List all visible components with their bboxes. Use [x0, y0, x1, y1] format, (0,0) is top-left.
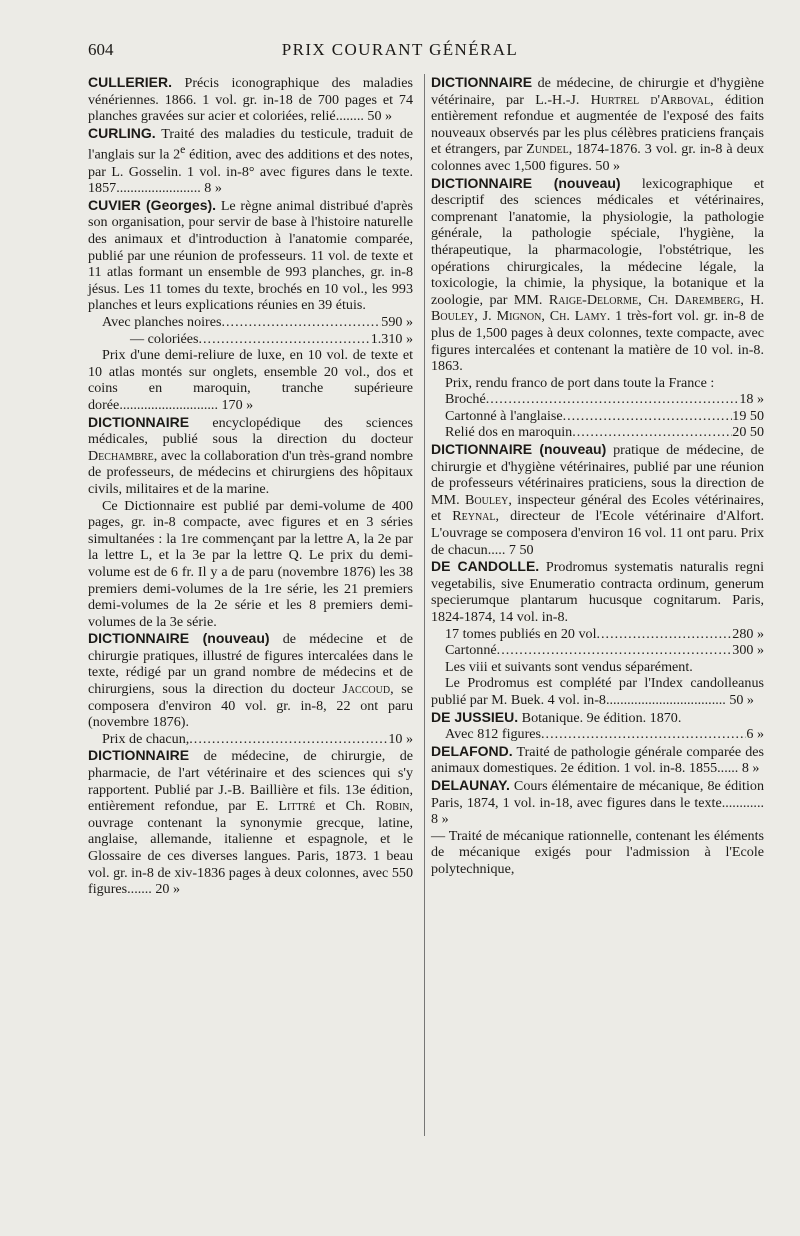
entry-price: 7 50: [508, 541, 534, 558]
entry-price: 50 »: [367, 108, 393, 125]
price-row: [88, 331, 413, 348]
price-row: [88, 314, 413, 331]
row-price: 1.310 »: [370, 330, 413, 347]
author-names: Raige-Delorme, Ch. Daremberg, H. Bouley, J. Mignon, Ch. Lamy: [431, 291, 764, 325]
price-row: [88, 731, 413, 748]
superscript: e: [180, 143, 186, 157]
author-name: Dechambre: [88, 447, 154, 464]
entry-price: 170 »: [221, 396, 254, 413]
row-price: 18 »: [739, 391, 764, 408]
entry-headword: DICTIONNAIRE: [88, 413, 190, 430]
entry-headword: DICTIONNAIRE (nouveau): [431, 441, 607, 458]
row-label: Relié dos en maroquin: [445, 424, 573, 441]
row-price: 6 »: [746, 726, 764, 743]
left-column: [88, 74, 413, 898]
row-label: Avec planches noires: [102, 314, 222, 330]
entry-price: 8 »: [204, 180, 222, 197]
price-row: [431, 726, 764, 743]
row-label: — coloriées: [130, 330, 199, 347]
column-divider: [424, 74, 425, 1136]
entry-paragraph: Le Prodromus est complété par l'Index candolleanus publié par M. Buek. 4 vol. in-8.................................. 50 »: [431, 675, 764, 708]
entry-text: Le règne animal distribué d'après son organisation, pour servir de base à l'histoire naturelle des animaux et d'introduction à l'anatomie comparée, publié par une réunion de professeurs. 11 vol. de texte et 11 atlas formant un ensemble de 993 planches, gr. in-8 jésus. Les 11 tomes du texte, brochés en 10 vol., les 993 planches et leurs explications réunies en 39 étuis.: [88, 197, 413, 314]
entry-headword: DE JUSSIEU.: [431, 708, 519, 725]
entry-headword: DELAFOND.: [431, 742, 513, 759]
price-row: [431, 391, 764, 408]
row-label: Cartonné à l'anglaise: [445, 407, 563, 424]
entry-headword: CUVIER (Georges).: [88, 196, 217, 213]
page-number: 604: [88, 40, 114, 59]
entry-headword: DE CANDOLLE.: [431, 558, 540, 575]
entry-paragraph: Les viii et suivants sont vendus séparément.: [445, 658, 693, 675]
author-name: Hurtrel d'Arboval: [590, 91, 711, 108]
price-row: [431, 642, 764, 659]
entry-price: 8 »: [431, 811, 449, 828]
row-label: Prix de chacun,: [102, 730, 190, 747]
entry-headword: CULLERIER.: [88, 74, 172, 90]
entry-cuvier: [88, 197, 413, 414]
author-name: Zundel: [526, 141, 569, 158]
entry-de-candolle: DE CANDOLLE. Prodromus systematis naturalis regni vegetabilis, sive Enumeratio contracta ordinum, generum specierumque plantarum hucusque cognitarum. Paris, 1824-1874, 14 vol. in-8. 17 tomes publiés en 20 vol ..... 280 » Cartonné ..... 300 » Les viii et suivants sont vendus séparément. Le Prodromus est complété par l'Index candolleanus publié par M. Buek. 4 vol. in-8.................................. 50 »: [431, 558, 764, 708]
entry-paragraph: Prix, rendu franco de port dans toute la France :: [445, 374, 715, 391]
entry-headword: DICTIONNAIRE: [431, 74, 533, 90]
row-label: Broché: [445, 391, 486, 408]
entry-de-jussieu: DE JUSSIEU. Botanique. 9e édition. 1870. Avec 812 figures ..... 6 »: [431, 709, 764, 743]
row-price: 10 »: [388, 730, 413, 747]
entry-headword: DICTIONNAIRE (nouveau): [431, 174, 621, 191]
entry-cullerier: CULLERIER. Précis iconographique des maladies vénériennes. 1866. 1 vol. gr. in-18 de 700 pages et 74 planches gravées sur acier et coloriées, relié........ 50 »: [88, 74, 413, 125]
entry-text: Précis iconographique des maladies vénériennes. 1866. 1 vol. gr. in-18 de 700 pages et 74 planches gravées sur acier et coloriées, relié: [88, 75, 413, 125]
row-label: Cartonné: [445, 642, 497, 659]
row-price: 300 »: [732, 642, 764, 659]
entry-delaunay: DELAUNAY. Cours élémentaire de mécanique, 8e édition Paris, 1874, 1 vol. in-18, avec figures dans le texte............ 8 » — Traité de mécanique rationnelle, contenant les éléments de mécanique exigés pour l'admission à l'Ecole polytechnique,: [431, 776, 764, 877]
row-label: Avec 812 figures: [445, 726, 542, 743]
author-name: Bouley: [465, 491, 509, 508]
entry-price: 8 »: [741, 760, 760, 777]
entry-headword: CURLING.: [88, 124, 156, 141]
row-price: 590 »: [381, 314, 413, 330]
author-name: Jaccoud: [342, 681, 391, 698]
price-row: [431, 424, 764, 441]
entry-dictionnaire-medecine-littre: DICTIONNAIRE de médecine, de chirurgie, de pharmacie, de l'art vétérinaire et des sciences qui s'y rapportent. Publié par J.-B. Baillière et fils. 13e édition, entièrement refondue, par E. Littré et Ch. Robin, ouvrage contenant la synonymie grecque, latine, anglaise, allemande, italienne et espagnole, et le Glossaire de ces diverses langues. Paris, 1873. 1 beau vol. gr. in-8 de xiv-1836 pages à deux colonnes, avec 550 figures....... 20 »: [88, 747, 413, 898]
right-column: [431, 74, 764, 878]
entry-headword: DELAUNAY.: [431, 776, 510, 793]
entry-price: 20 »: [155, 881, 180, 898]
row-price: 19 50: [732, 407, 764, 424]
entry-dictionnaire-pratique: DICTIONNAIRE (nouveau) pratique de médecine, de chirurgie et d'hygiène vétérinaires, publié par une réunion de professeurs vétérinaires praticiens, sous la direction de MM. Bouley, inspecteur général des Ecoles vétérinaires, et Reynal, directeur de l'Ecole vétérinaire d'Alfort. L'ouvrage se composera d'environ 16 vol. 11 ont paru. Prix de chacun..... 7 50: [431, 441, 764, 558]
entry-text: Traité des maladies du testicule, traduit de l'anglais sur la 2: [88, 125, 413, 164]
entry-paragraph: — Traité de mécanique rationnelle, contenant les éléments de mécanique exigés pour l'admission à l'Ecole polytechnique,: [431, 827, 764, 877]
entry-headword: DICTIONNAIRE: [88, 747, 190, 764]
entry-delafond: DELAFOND. Traité de pathologie générale comparée des animaux domestiques. 2e édition. 1 vol. in-8. 1855...... 8 »: [431, 742, 764, 777]
author-name: Littré: [278, 798, 316, 815]
entry-price: 50 »: [729, 691, 754, 708]
price-row: [431, 408, 764, 425]
row-label: 17 tomes publiés en 20 vol: [445, 625, 597, 642]
entry-dictionnaire-nouveau-jaccoud: DICTIONNAIRE (nouveau) de médecine et de chirurgie pratiques, illustré de figures intercalées dans le texte, rédigé par un grand nombre de médecins et de chirurgiens, sous la direction du docteur Jaccoud, se composera d'environ 40 vol. gr. in-8, 22 ont paru (novembre 1876). Prix de chacun, ..... 10 »: [88, 630, 413, 747]
entry-paragraph: Prix d'une demi-reliure de luxe, en 10 vol. de texte et 10 atlas montés sur onglets, ensemble 20 vol., dos et coins en maroquin, tranche supérieure dorée............................ 170 »: [88, 347, 413, 413]
running-title: PRIX COURANT GÉNÉRAL: [281, 40, 519, 59]
author-name: Robin: [375, 798, 410, 815]
entry-price: 50 »: [595, 157, 621, 174]
entry-dictionnaire-encyclopedique: DICTIONNAIRE encyclopédique des sciences médicales, publié sous la direction du docteur Dechambre, avec la collaboration d'un très-grand nombre de professeurs, de médecins et chirurgiens des hôpitaux civils, militaires et de la marine. Ce Dictionnaire est publié par demi-volume de 400 pages, gr. in-8 compacte, avec figures et en 3 séries simultanées : la 1re commençant par la lettre A, la 2e par la lettre L, et la 3e par la lettre Q. Le prix du demi-volume est de 6 fr. Il y a de paru (novembre 1876) les 38 premiers demi-volumes de la 1re série, les 21 premiers demi-volumes de la 2e série et les 8 premiers demi-volumes de la 3e série.: [88, 413, 413, 630]
entry-text: édition, avec des additions et des notes, par L. Gosselin. 1 vol. in-8° avec figures dans le texte. 1857: [88, 147, 413, 197]
row-price: 20 50: [732, 424, 764, 441]
entry-curling: CURLING. Traité des maladies du testicule, traduit de l'anglais sur la 2e édition, avec des additions et des notes, par L. Gosselin. 1 vol. in-8° avec figures dans le texte. 1857........................ 8 »: [88, 124, 413, 197]
entry-paragraph: Ce Dictionnaire est publié par demi-volume de 400 pages, gr. in-8 compacte, avec figures et en 3 séries simultanées : la 1re commençant par la lettre A, la 2e par la lettre L, et la 3e par la lettre Q. Le prix du demi-volume est de 6 fr. Il y a de paru (novembre 1876) les 38 premiers demi-volumes de la 1re série, les 21 premiers demi-volumes de la 2e série et les 8 premiers demi-volumes de la 3e série.: [88, 497, 413, 630]
entry-headword: DICTIONNAIRE (nouveau): [88, 630, 270, 647]
entry-dictionnaire-veterinaire: DICTIONNAIRE de médecine, de chirurgie et d'hygiène vétérinaire, par L.-H.-J. Hurtrel d'Arboval, édition entièrement refondue et augmentée de l'exposé des faits nouveaux observés par les plus célèbres praticiens français et étrangers, par Zundel, 1874-1876. 3 vol. gr. in-8 à deux colonnes avec 1,500 figures. 50 »: [431, 74, 764, 174]
entry-dictionnaire-lexicographique: DICTIONNAIRE (nouveau) lexicographique et descriptif des sciences médicales et vétérinaires, comprenant l'anatomie, la physiologie, la pathologie générale, la pathologie spéciale, l'hygiène, la thérapeutique, la pharmacologie, l'obstétrique, les opérations chirurgicales, la médecine légale, la toxicologie, la chimie, la physique, la botanique et la zoologie, par MM. Raige-Delorme, Ch. Daremberg, H. Bouley, J. Mignon, Ch. Lamy. 1 très-fort vol. gr. in-8 de plus de 1,500 pages à deux colonnes, texte compacte, avec figures intercalées et contenant la matière de 10 vol. in-8. 1863. Prix, rendu franco de port dans toute la France : Broché ..... 18 » Cartonné à l'anglaise ..... 19 50 Relié dos en maroquin ..... 20 50: [431, 175, 764, 442]
author-name: Reynal: [452, 508, 496, 525]
row-price: 280 »: [732, 625, 764, 642]
price-row: [431, 626, 764, 643]
